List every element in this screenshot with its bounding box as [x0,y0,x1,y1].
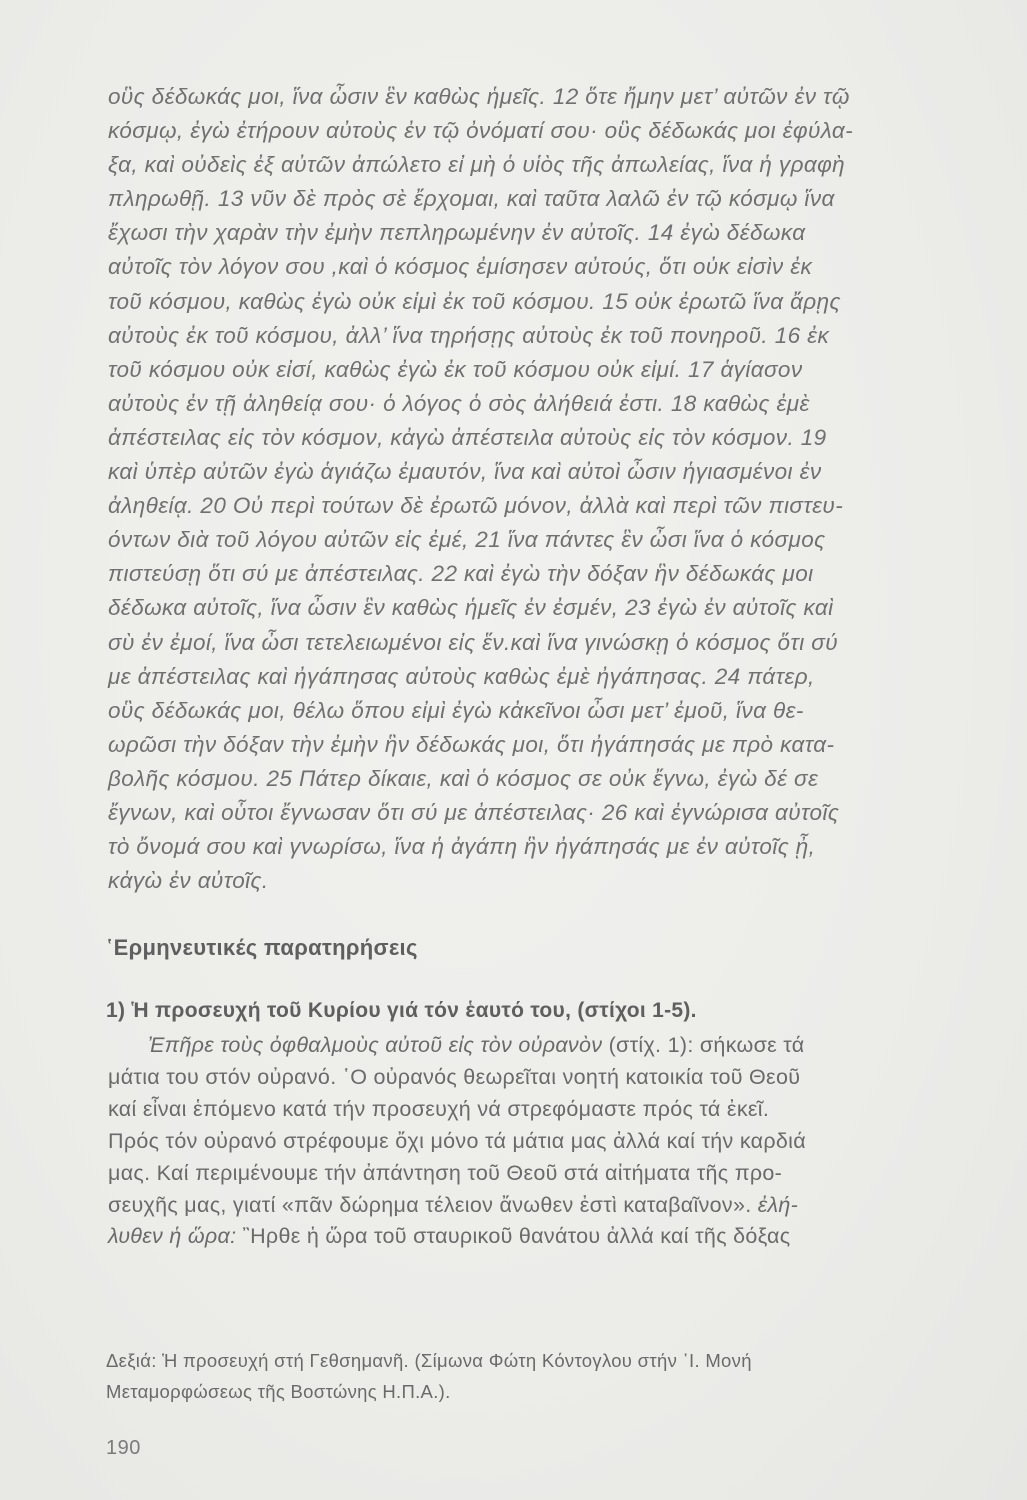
section-subheading: 1) Ἡ προσευχή τοῦ Κυρίου γιά τόν ἑαυτό του, (στίχοι 1-5). [106,999,697,1022]
commentary-line: μας. Καί περιμένουμε τήν ἀπάντηση τοῦ Θεοῦ στά αἰτήματα τῆς προ- [108,1160,783,1185]
commentary-line [108,1030,980,1062]
scripture-line: τοῦ κόσμου οὐκ εἰσί, καθὼς ἐγὼ ἐκ τοῦ κόσμου οὐκ εἰμί. 17 ἁγίασον [108,356,803,382]
scripture-line: αὐτοὺς ἐν τῇ ἀληθείᾳ σου· ὁ λόγος ὁ σὸς ἀλήθειά ἐστι. 18 καθὼς ἐμὲ [108,390,810,416]
scripture-quote: ἐλή- [757,1192,799,1217]
scripture-line: πληρωθῇ. 13 νῦν δὲ πρὸς σὲ ἔρχομαι, καὶ ταῦτα λαλῶ ἐν τῷ κόσμῳ ἵνα [108,186,835,212]
section-heading: ῾Ερμηνευτικές παρατηρήσεις [106,935,418,960]
scripture-line: οὓς δέδωκάς μοι, ἵνα ὦσιν ἓν καθὼς ἡμεῖς. 12 ὅτε ἤμην μετ’ αὐτῶν ἐν τῷ [108,84,850,109]
scripture-line: όντων διὰ τοῦ λόγου αὐτῶν εἰς ἐμέ, 21 ἵνα πάντες ἓν ὦσι ἵνα ὁ κόσμος [108,527,826,553]
scripture-quote: λυθεν ἡ ὥρα: [108,1224,237,1249]
caption-line: Μεταμορφώσεως τῆς Βοστώνης Η.Π.Α.). [106,1381,451,1402]
commentary-fragment: σευχῆς μας, γιατί «πᾶν δώρημα τέλειον ἄνωθεν ἐστὶ καταβαῖνον». [108,1192,758,1217]
scripture-line: ξα, καὶ οὐδεὶς ἐξ αὐτῶν ἀπώλετο εἰ μὴ ὁ υἱὸς τῆς ἀπωλείας, ἵνα ἡ γραφὴ [108,152,846,178]
scripture-line: ἀπέστειλας εἰς τὸν κόσμον, κἀγὼ ἀπέστειλα αὐτοὺς εἰς τὸν κόσμον. 19 [108,424,827,450]
scripture-line: ἔχωσι τὴν χαρὰν τὴν ἐμὴν πεπληρωμένην ἐν αὐτοῖς. 14 ἐγὼ δέδωκα [108,220,806,246]
scripture-quote: Ἐπῆρε τοὺς ὀφθαλμοὺς αὐτοῦ εἰς τὸν οὐρανὸν [148,1033,603,1057]
commentary-line: μάτια του στόν οὐρανό. ῾Ο οὐρανός θεωρεῖται νοητή κατοικία τοῦ Θεοῦ [108,1064,801,1089]
image-caption [106,1345,986,1407]
scripture-line: πιστεύσῃ ὅτι σύ με ἀπέστειλας. 22 καὶ ἐγὼ τὴν δόξαν ἣν δέδωκάς μοι [108,561,814,587]
scripture-line: αὐτοὺς ἐκ τοῦ κόσμου, ἀλλ’ ἵνα τηρήσῃς αὐτοὺς ἐκ τοῦ πονηροῦ. 16 ἐκ [108,322,830,348]
scripture-line: σὺ ἐν ἐμοί, ἵνα ὦσι τετελειωμένοι εἰς ἕν.καὶ ἵνα γινώσκῃ ὁ κόσμος ὅτι σύ [108,629,839,655]
commentary-line [108,1190,980,1222]
scripture-line: ἀληθείᾳ. 20 Οὐ περὶ τούτων δὲ ἐρωτῶ μόνον, ἀλλὰ καὶ περὶ τῶν πιστευ- [108,493,844,519]
scripture-line: τοῦ κόσμου, καθὼς ἐγὼ οὐκ εἰμὶ ἐκ τοῦ κόσμου. 15 οὐκ ἐρωτῶ ἵνα ἄρῃς [108,288,841,314]
scripture-greek-text [108,80,980,898]
caption-line: Δεξιά: Ἡ προσευχή στή Γεθσημανῆ. (Σίμωνα Φώτη Κόντογλου στήν ῾Ι. Μονή [106,1350,752,1371]
scripture-line: τὸ ὄνομά σου καὶ γνωρίσω, ἵνα ἡ ἀγάπη ἣν ἠγάπησάς με ἐν αὐτοῖς ᾖ, [108,834,816,860]
commentary-text [108,1030,980,1253]
scripture-line: με ἀπέστειλας καὶ ἠγάπησας αὐτοὺς καθὼς ἐμὲ ἠγάπησας. 24 πάτερ, [108,663,815,689]
scripture-line: αὐτοῖς τὸν λόγον σου ,καὶ ὁ κόσμος ἐμίσησεν αὐτούς, ὅτι οὐκ εἰσὶν ἐκ [108,254,813,280]
commentary-line: καί εἶναι ἑπόμενο κατά τήν προσευχή νά στρεφόμαστε πρός τά ἐκεῖ. [108,1096,770,1121]
commentary-fragment: (στίχ. 1): σήκωσε τά [602,1033,805,1057]
page-number: 190 [106,1437,141,1459]
scripture-line: βολῆς κόσμου. 25 Πάτερ δίκαιε, καὶ ὁ κόσμος σε οὐκ ἔγνω, ἐγὼ δέ σε [108,765,819,791]
scripture-line: κἀγὼ ἐν αὐτοῖς. [108,868,269,894]
commentary-fragment: ῍Ηρθε ἡ ὥρα τοῦ σταυρικοῦ θανάτου ἀλλά καί τῆς δόξας [236,1224,791,1249]
scripture-line: δέδωκα αὐτοῖς, ἵνα ὦσιν ἓν καθὼς ἡμεῖς ἐν ἐσμέν, 23 ἐγὼ ἐν αὐτοῖς καὶ [108,595,834,621]
scripture-line: οὓς δέδωκάς μοι, θέλω ὅπου εἰμὶ ἐγὼ κἀκεῖνοι ὦσι μετ’ ἐμοῦ, ἵνα θε- [108,697,804,723]
scripture-line: καὶ ὑπὲρ αὐτῶν ἐγὼ ἁγιάζω ἐμαυτόν, ἵνα καὶ αὐτοὶ ὦσιν ἡγιασμένοι ἐν [108,459,822,485]
scripture-line: ἔγνων, καὶ οὗτοι ἔγνωσαν ὅτι σύ με ἀπέστειλας· 26 καὶ ἐγνώρισα αὐτοῖς [108,799,840,825]
commentary-line: Πρός τόν οὐρανό στρέφουμε ὄχι μόνο τά μάτια μας ἀλλά καί τήν καρδιά [108,1128,806,1153]
commentary-line [108,1221,980,1253]
scripture-line: ωρῶσι τὴν δόξαν τὴν ἐμὴν ἣν δέδωκάς μοι, ὅτι ἠγάπησάς με πρὸ κατα- [108,731,835,757]
scripture-line: κόσμῳ, ἐγὼ ἐτήρουν αὐτοὺς ἐν τῷ ὀνόματί σου· οὓς δέδωκάς μοι ἐφύλα- [108,118,854,144]
